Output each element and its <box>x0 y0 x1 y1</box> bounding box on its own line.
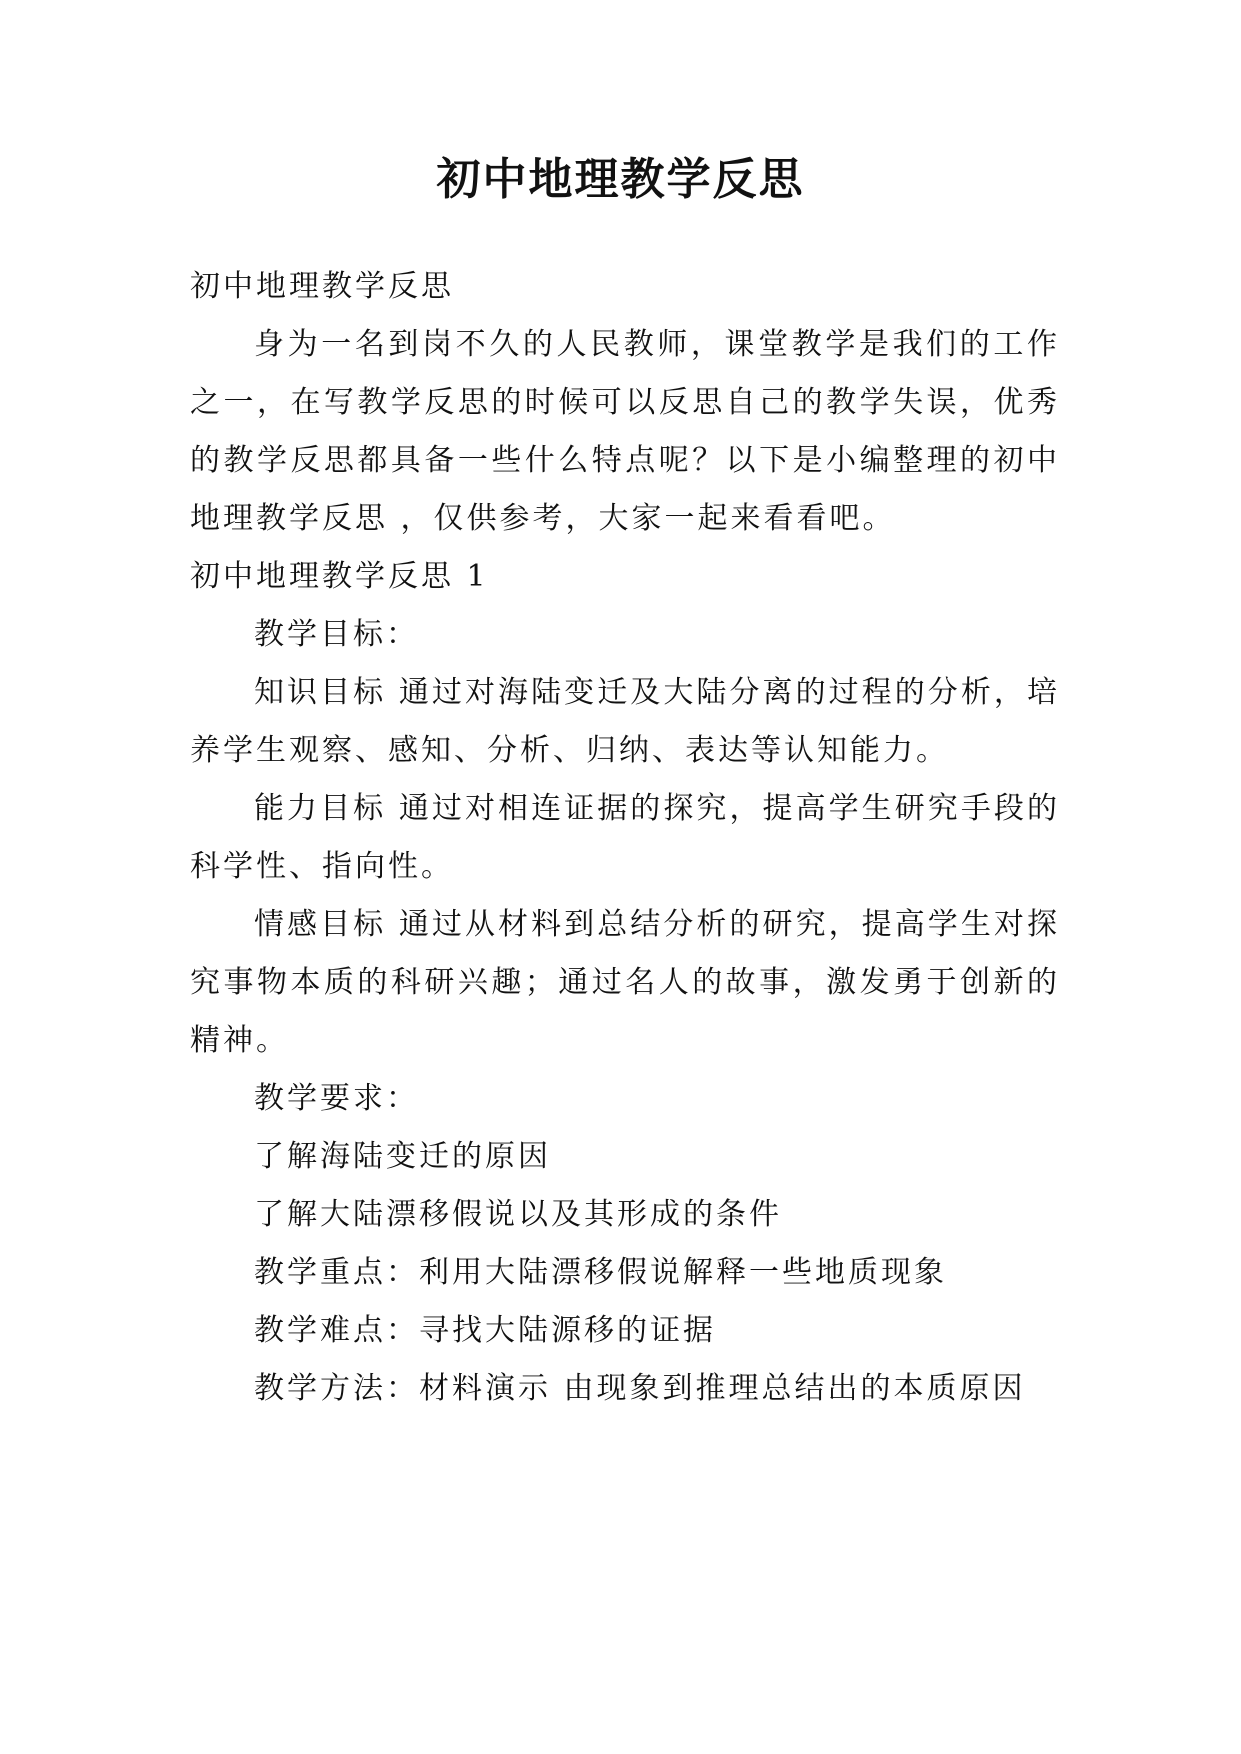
requirement-item: 了解海陆变迁的原因 <box>254 1139 551 1174</box>
intro-paragraph: 身为一名到岗不久的人民教师，课堂教学是我们的工作之一，在写教学反思的时候可以反思自己的教学失误，优秀的教学反思都具备一些什么特点呢？以下是小编整理的初中地理教学反思 ，仅供参考，大家一起来看看吧。 <box>190 327 1060 536</box>
ability-goal: 能力目标 通过对相连证据的探究，提高学生研究手段的科学性、指向性。 <box>190 791 1060 884</box>
document-body <box>190 258 1060 1418</box>
document-subtitle: 初中地理教学反思 <box>190 269 454 304</box>
difficulty-point: 教学难点：寻找大陆源移的证据 <box>254 1313 716 1348</box>
teaching-method: 教学方法：材料演示 由现象到推理总结出的本质原因 <box>254 1371 1026 1406</box>
section-heading: 初中地理教学反思 1 <box>190 559 489 594</box>
key-point: 教学重点：利用大陆漂移假说解释一些地质现象 <box>254 1255 947 1290</box>
emotion-goal: 情感目标 通过从材料到总结分析的研究，提高学生对探究事物本质的科研兴趣；通过名人的故事，激发勇于创新的精神。 <box>190 907 1060 1058</box>
knowledge-goal: 知识目标 通过对海陆变迁及大陆分离的过程的分析，培养学生观察、感知、分析、归纳、表达等认知能力。 <box>190 675 1060 768</box>
document-title: 初中地理教学反思 <box>436 154 805 205</box>
goals-label: 教学目标： <box>254 617 419 652</box>
requirements-label: 教学要求： <box>254 1081 419 1116</box>
requirement-item: 了解大陆漂移假说以及其形成的条件 <box>254 1197 782 1232</box>
